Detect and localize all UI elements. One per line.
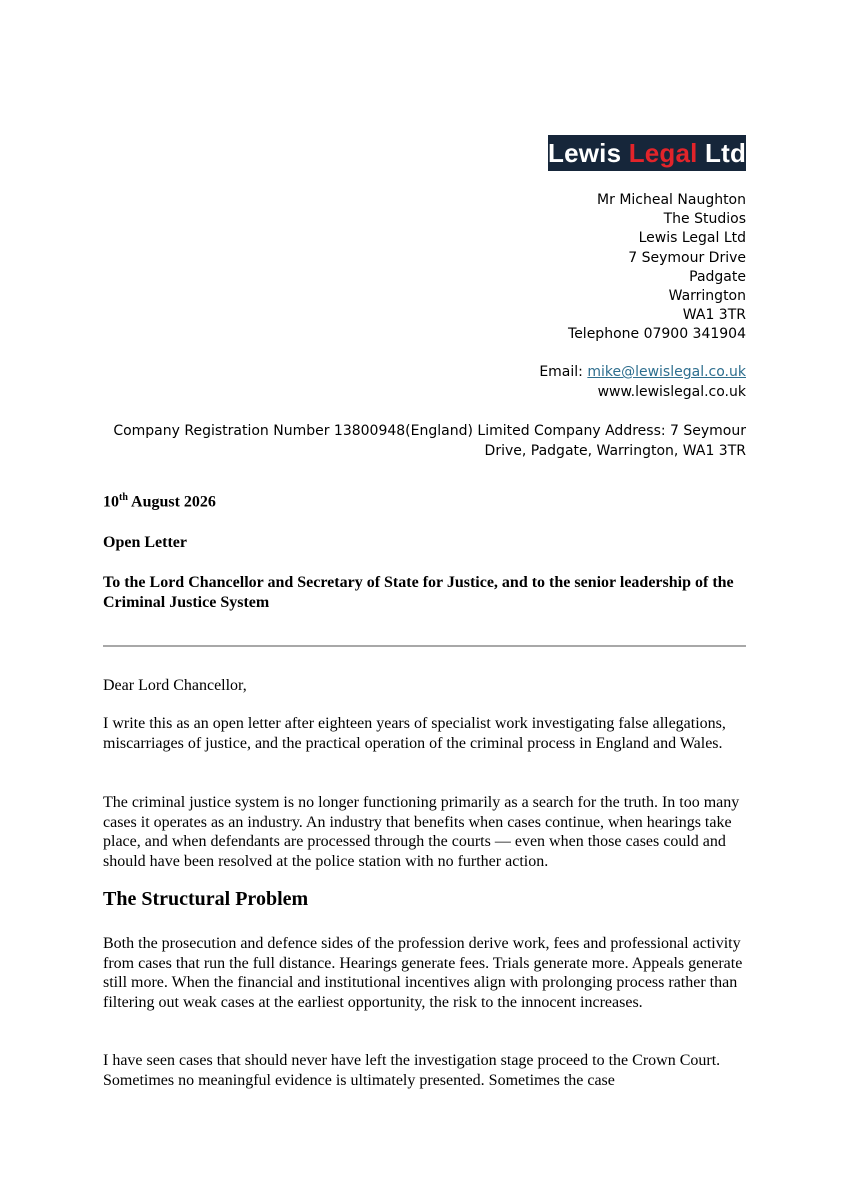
addressee: To the Lord Chancellor and Secretary of State for Justice, and to the senior leadership of the Criminal Justice System: [103, 574, 734, 611]
company-logo: [548, 135, 746, 171]
date-suffix: th: [119, 492, 128, 503]
email-link[interactable]: mike@lewislegal.co.uk: [587, 364, 746, 380]
address-line: Lewis Legal Ltd: [638, 230, 746, 247]
paragraph: I write this as an open letter after eighteen years of specialist work investigating false allegations, miscarriages of justice, and the practical operation of the criminal process in England and Wales.: [103, 715, 726, 752]
divider: [103, 645, 746, 647]
date-day: 10: [103, 493, 119, 511]
logo-text-legal: Legal: [628, 138, 698, 168]
salutation: Dear Lord Chancellor,: [103, 677, 247, 694]
letter-date: [103, 492, 216, 511]
letter-type: Open Letter: [103, 534, 187, 551]
email-label: Email:: [539, 364, 588, 380]
logo-text-ltd: Ltd: [697, 138, 747, 168]
address-line: 7 Seymour Drive: [628, 249, 746, 266]
date-rest: August 2026: [127, 493, 216, 511]
sender-name: Mr Micheal Naughton: [597, 192, 746, 208]
contact-block: [539, 363, 746, 402]
address-line: Padgate: [689, 268, 746, 285]
paragraph: Both the prosecution and defence sides of the profession derive work, fees and professional activity from cases that run the full distance. Hearings generate fees. Trials generate more. Appeals generate still more. When the financial and institutional incentives align with prolonging process rather than filtering out weak cases at the earliest opportunity, the risk to the innocent increases.: [103, 935, 743, 1011]
paragraph: The criminal justice system is no longer functioning primarily as a search for the truth. In too many cases it operates as an industry. An industry that benefits when cases continue, when hearings take place, and when defendants are processed through the courts — even when those cases could and should have been resolved at the police station with no further action.: [103, 794, 740, 870]
postcode: WA1 3TR: [682, 307, 746, 324]
section-heading: The Structural Problem: [103, 888, 309, 910]
email-line: [539, 363, 746, 383]
sender-address: [568, 191, 746, 345]
address-line: The Studios: [663, 211, 746, 228]
website: www.lewislegal.co.uk: [597, 383, 746, 400]
company-registration: Company Registration Number 13800948(England) Limited Company Address: 7 Seymour Drive, Padgate, Warrington, WA1 3TR: [113, 423, 746, 459]
telephone: Telephone 07900 341904: [568, 326, 746, 343]
logo-text-lewis: Lewis: [548, 138, 629, 168]
paragraph: I have seen cases that should never have left the investigation stage proceed to the Crown Court. Sometimes no meaningful evidence is ultimately presented. Sometimes the case: [103, 1052, 721, 1089]
address-line: Warrington: [668, 288, 746, 305]
